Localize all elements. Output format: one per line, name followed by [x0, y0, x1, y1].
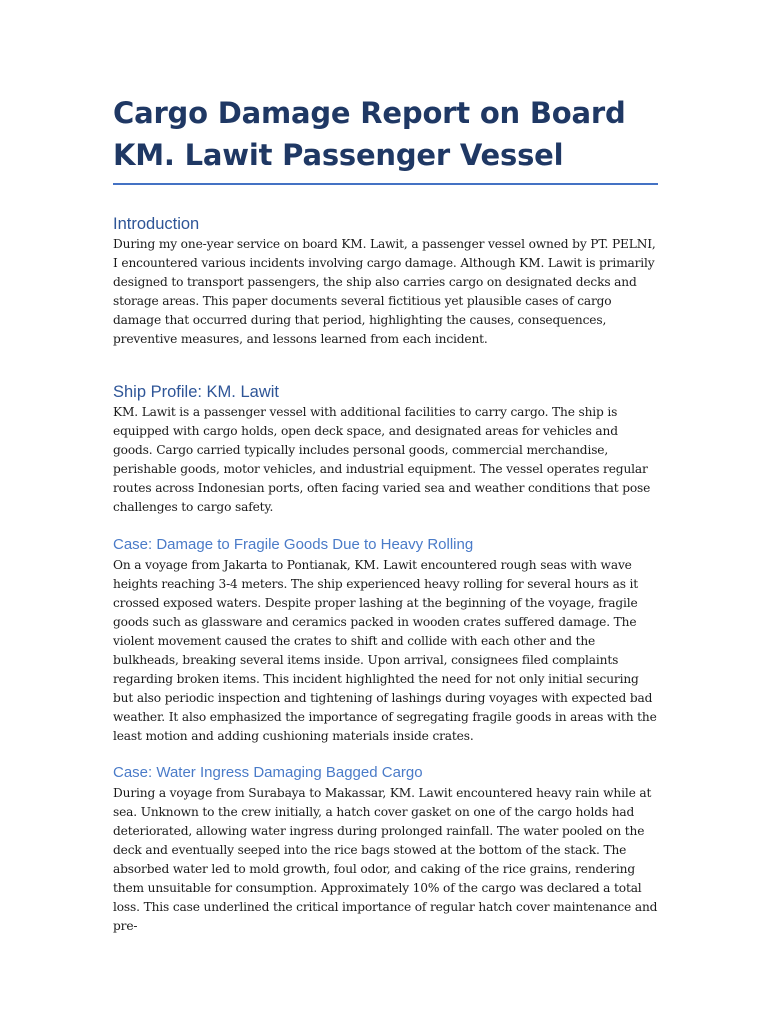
title-underline: [113, 183, 658, 185]
document-page: [113, 92, 658, 936]
document-title: Cargo Damage Report on Board KM. Lawit Passenger Vessel: [113, 96, 626, 172]
section-ship-profile: [113, 381, 658, 517]
section-body: During a voyage from Surabaya to Makassar, KM. Lawit encountered heavy rain while at sea. Unknown to the crew initially, a hatch cover gasket on one of the cargo holds had deteriorated, allowing water ingress during prolonged rainfall. The water pooled on the deck and eventually seeped into the rice bags stowed at the bottom of the stack. The absorbed water led to mold growth, foul odor, and caking of the rice grains, rendering them unsuitable for consumption. Approximately 10% of the cargo was declared a total loss. This case underlined the critical importance of regular hatch cover maintenance and pre-: [113, 786, 658, 933]
section-body: During my one-year service on board KM. Lawit, a passenger vessel owned by PT. PELNI, I encountered various incidents involving cargo damage. Although KM. Lawit is primarily designed to transport passengers, the ship also carries cargo on designated decks and storage areas. This paper documents several fictitious yet plausible cases of cargo damage that occurred during that period, highlighting the causes, consequences, preventive measures, and lessons learned from each incident.: [113, 237, 656, 346]
case-heading: Case: Damage to Fragile Goods Due to Heavy Rolling: [113, 536, 474, 553]
section-body: KM. Lawit is a passenger vessel with additional facilities to carry cargo. The ship is equipped with cargo holds, open deck space, and designated areas for vehicles and goods. Cargo carried typically includes personal goods, commercial merchandise, perishable goods, motor vehicles, and industrial equipment. The vessel operates regular routes across Indonesian ports, often facing varied sea and weather conditions that pose challenges to cargo safety.: [113, 405, 651, 514]
section-case-fragile-goods: [113, 534, 658, 746]
section-heading: Introduction: [113, 215, 200, 233]
section-heading: Ship Profile: KM. Lawit: [113, 383, 279, 401]
section-introduction: [113, 213, 658, 349]
case-heading: Case: Water Ingress Damaging Bagged Cargo: [113, 764, 423, 781]
section-case-water-ingress: [113, 762, 658, 936]
section-body: On a voyage from Jakarta to Pontianak, KM. Lawit encountered rough seas with wave heights reaching 3-4 meters. The ship experienced heavy rolling for several hours as it crossed exposed waters. Despite proper lashing at the beginning of the voyage, fragile goods such as glassware and ceramics packed in wooden crates suffered damage. The violent movement caused the crates to shift and collide with each other and the bulkheads, breaking several items inside. Upon arrival, consignees filed complaints regarding broken items. This incident highlighted the need for not only initial securing but also periodic inspection and tightening of lashings during voyages with expected bad weather. It also emphasized the importance of segregating fragile goods in areas with the least motion and adding cushioning materials inside crates.: [113, 558, 657, 743]
